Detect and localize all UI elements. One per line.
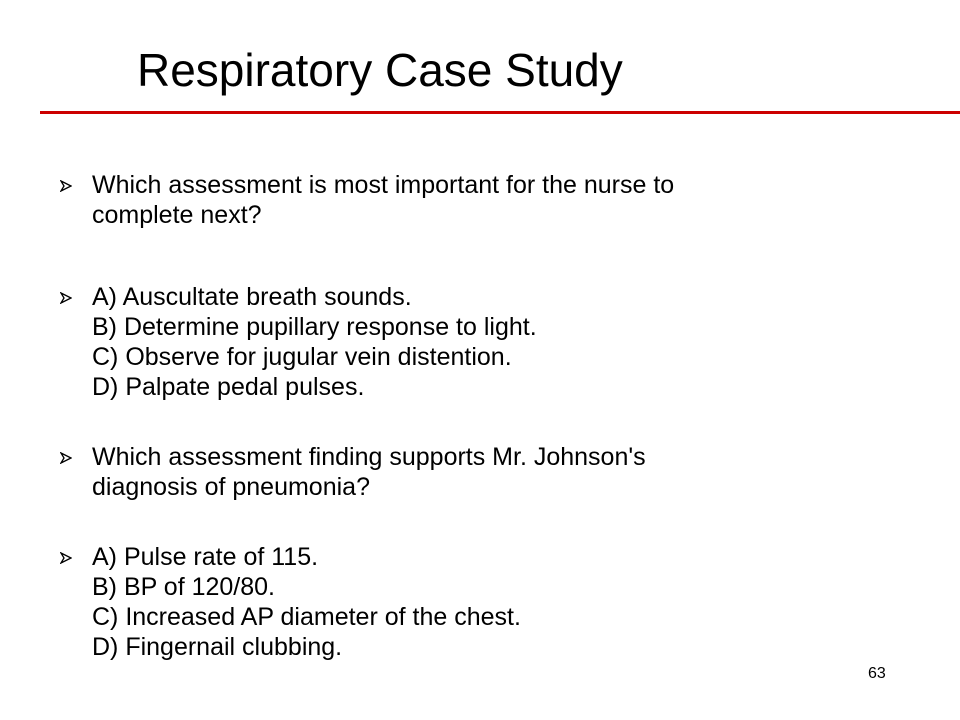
arrowhead-bullet-icon <box>60 552 72 564</box>
bullet-line: complete next? <box>92 201 262 229</box>
arrowhead-bullet-icon <box>60 452 72 464</box>
option-b: B) BP of 120/80. <box>92 573 275 601</box>
option-b: B) Determine pupillary response to light. <box>92 313 537 341</box>
bullet-options-2 <box>60 542 920 662</box>
bullet-options-1 <box>60 282 920 442</box>
page-number: 63 <box>868 665 886 682</box>
option-d: D) Fingernail clubbing. <box>92 633 343 661</box>
bullet-list <box>60 170 920 662</box>
option-d: D) Palpate pedal pulses. <box>92 373 365 401</box>
option-a: A) Auscultate breath sounds. <box>92 283 412 311</box>
option-c: C) Observe for jugular vein distention. <box>92 343 512 371</box>
option-a: A) Pulse rate of 115. <box>92 543 319 571</box>
title-underline <box>40 111 960 114</box>
bullet-line: Which assessment finding supports Mr. Johnson's <box>92 443 646 471</box>
option-c: C) Increased AP diameter of the chest. <box>92 603 521 631</box>
bullet-line: Which assessment is most important for the nurse to <box>92 171 675 199</box>
bullet-question-1 <box>60 170 920 282</box>
arrowhead-bullet-icon <box>60 292 72 304</box>
bullet-line: diagnosis of pneumonia? <box>92 473 370 501</box>
bullet-question-2 <box>60 442 920 542</box>
slide-title: Respiratory Case Study <box>137 44 623 96</box>
arrowhead-bullet-icon <box>60 180 72 192</box>
